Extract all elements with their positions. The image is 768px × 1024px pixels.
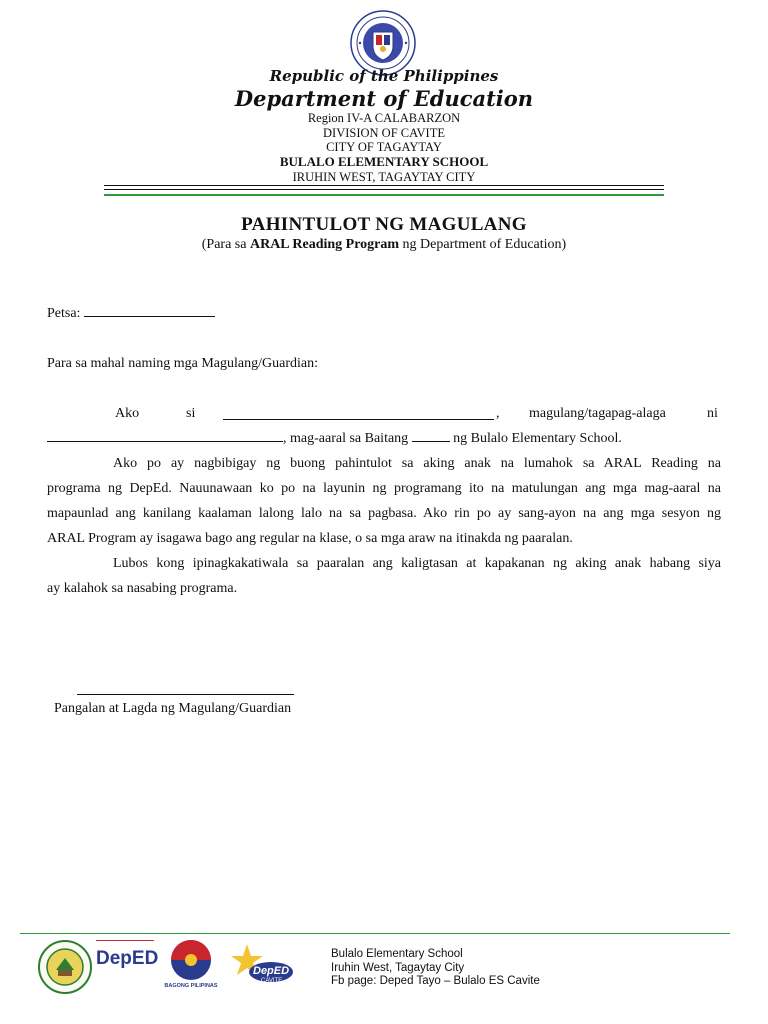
child-name-blank[interactable] [47, 427, 283, 442]
footer-address: Iruhin West, Tagaytay City [331, 961, 465, 974]
consent-paragraph-3-line-2: ay kalahok sa nasabing programa. [47, 581, 238, 596]
document-subtitle [0, 237, 768, 253]
parent-name-blank[interactable] [223, 405, 494, 420]
signature-line[interactable] [77, 694, 294, 695]
deped-cavite-text: DepED [253, 965, 290, 977]
bagong-pilipinas-emblem [166, 938, 216, 982]
si-word: si [186, 406, 196, 421]
cavite-text: CAVITE [261, 978, 283, 984]
grade-blank[interactable] [412, 427, 450, 442]
consent-paragraph-2-line-2: programa ng DepEd. Nauunawaan ko po na layunin ng programang ito na matulungan ang mga mag-aaral na [47, 481, 721, 496]
republic-heading: Republic of the Philippines [269, 67, 499, 85]
role-label: magulang/tagapag-alaga [529, 406, 666, 421]
school-address: IRUHIN WEST, TAGAYTAY CITY [292, 170, 476, 184]
ako-word: Ako [115, 406, 140, 421]
division-line: DIVISION OF CAVITE [323, 126, 445, 140]
bagong-pilipinas-text: BAGONG PILIPINAS [164, 983, 218, 989]
header-double-rule [104, 185, 664, 190]
consent-line-2 [47, 426, 622, 451]
deped-cavite-logo [225, 938, 297, 994]
consent-paragraph-2-line-3: mapaunlad ang kanilang kaalaman lalong lalo na sa pagbasa. Ako rin po ay sang-ayon na ang mga sesyon ng [47, 506, 721, 521]
signature-label: Pangalan at Lagda ng Magulang/Guardian [54, 701, 292, 716]
salutation: Para sa mahal naming mga Magulang/Guardian: [47, 356, 318, 371]
school-seal-logo [38, 940, 92, 994]
ni-word: ni [707, 406, 718, 421]
date-field [47, 301, 215, 326]
grade-label: , mag-aaral sa Baitang [283, 431, 412, 446]
consent-line-1 [47, 401, 721, 426]
consent-paragraph-2-line-1: Ako po ay nagbibigay ng buong pahintulot sa aking anak na lumahok sa ARAL Reading na [113, 456, 721, 471]
header-green-rule [104, 194, 664, 196]
consent-paragraph-2-line-4: ARAL Program ay isagawa bago ang regular na klase, o sa mga araw na itinakda ng paaralan. [47, 531, 573, 546]
document-title: PAHINTULOT NG MAGULANG [241, 214, 527, 235]
deped-logo [96, 940, 159, 990]
school-sentence-end: ng Bulalo Elementary School. [449, 431, 622, 446]
city-line: CITY OF TAGAYTAY [326, 140, 442, 154]
subtitle-program: ARAL Reading Program [249, 237, 400, 252]
footer-contact [331, 948, 540, 989]
date-label: Petsa: [47, 306, 84, 321]
region-line: Region IV-A CALABARZON [307, 111, 461, 125]
date-blank[interactable] [84, 302, 215, 317]
school-name: BULALO ELEMENTARY SCHOOL [279, 154, 489, 169]
comma: , [496, 406, 500, 421]
bagong-pilipinas-logo [160, 938, 222, 994]
consent-paragraph-3-line-1: Lubos kong ipinagkakatiwala sa paaralan ang kaligtasan at kapakanan ng aking anak habang siya [113, 556, 721, 571]
subtitle-suffix: ng Department of Education) [399, 237, 567, 252]
deped-logo-rule [96, 940, 154, 941]
subtitle-prefix: (Para sa [201, 237, 250, 252]
footer-facebook-page[interactable]: Fb page: Deped Tayo – Bulalo ES Cavite [331, 975, 540, 987]
footer-rule [20, 933, 730, 934]
department-heading: Department of Education [234, 86, 534, 111]
deped-logo-text: DepED [96, 948, 159, 969]
footer-school-name: Bulalo Elementary School [331, 948, 463, 960]
